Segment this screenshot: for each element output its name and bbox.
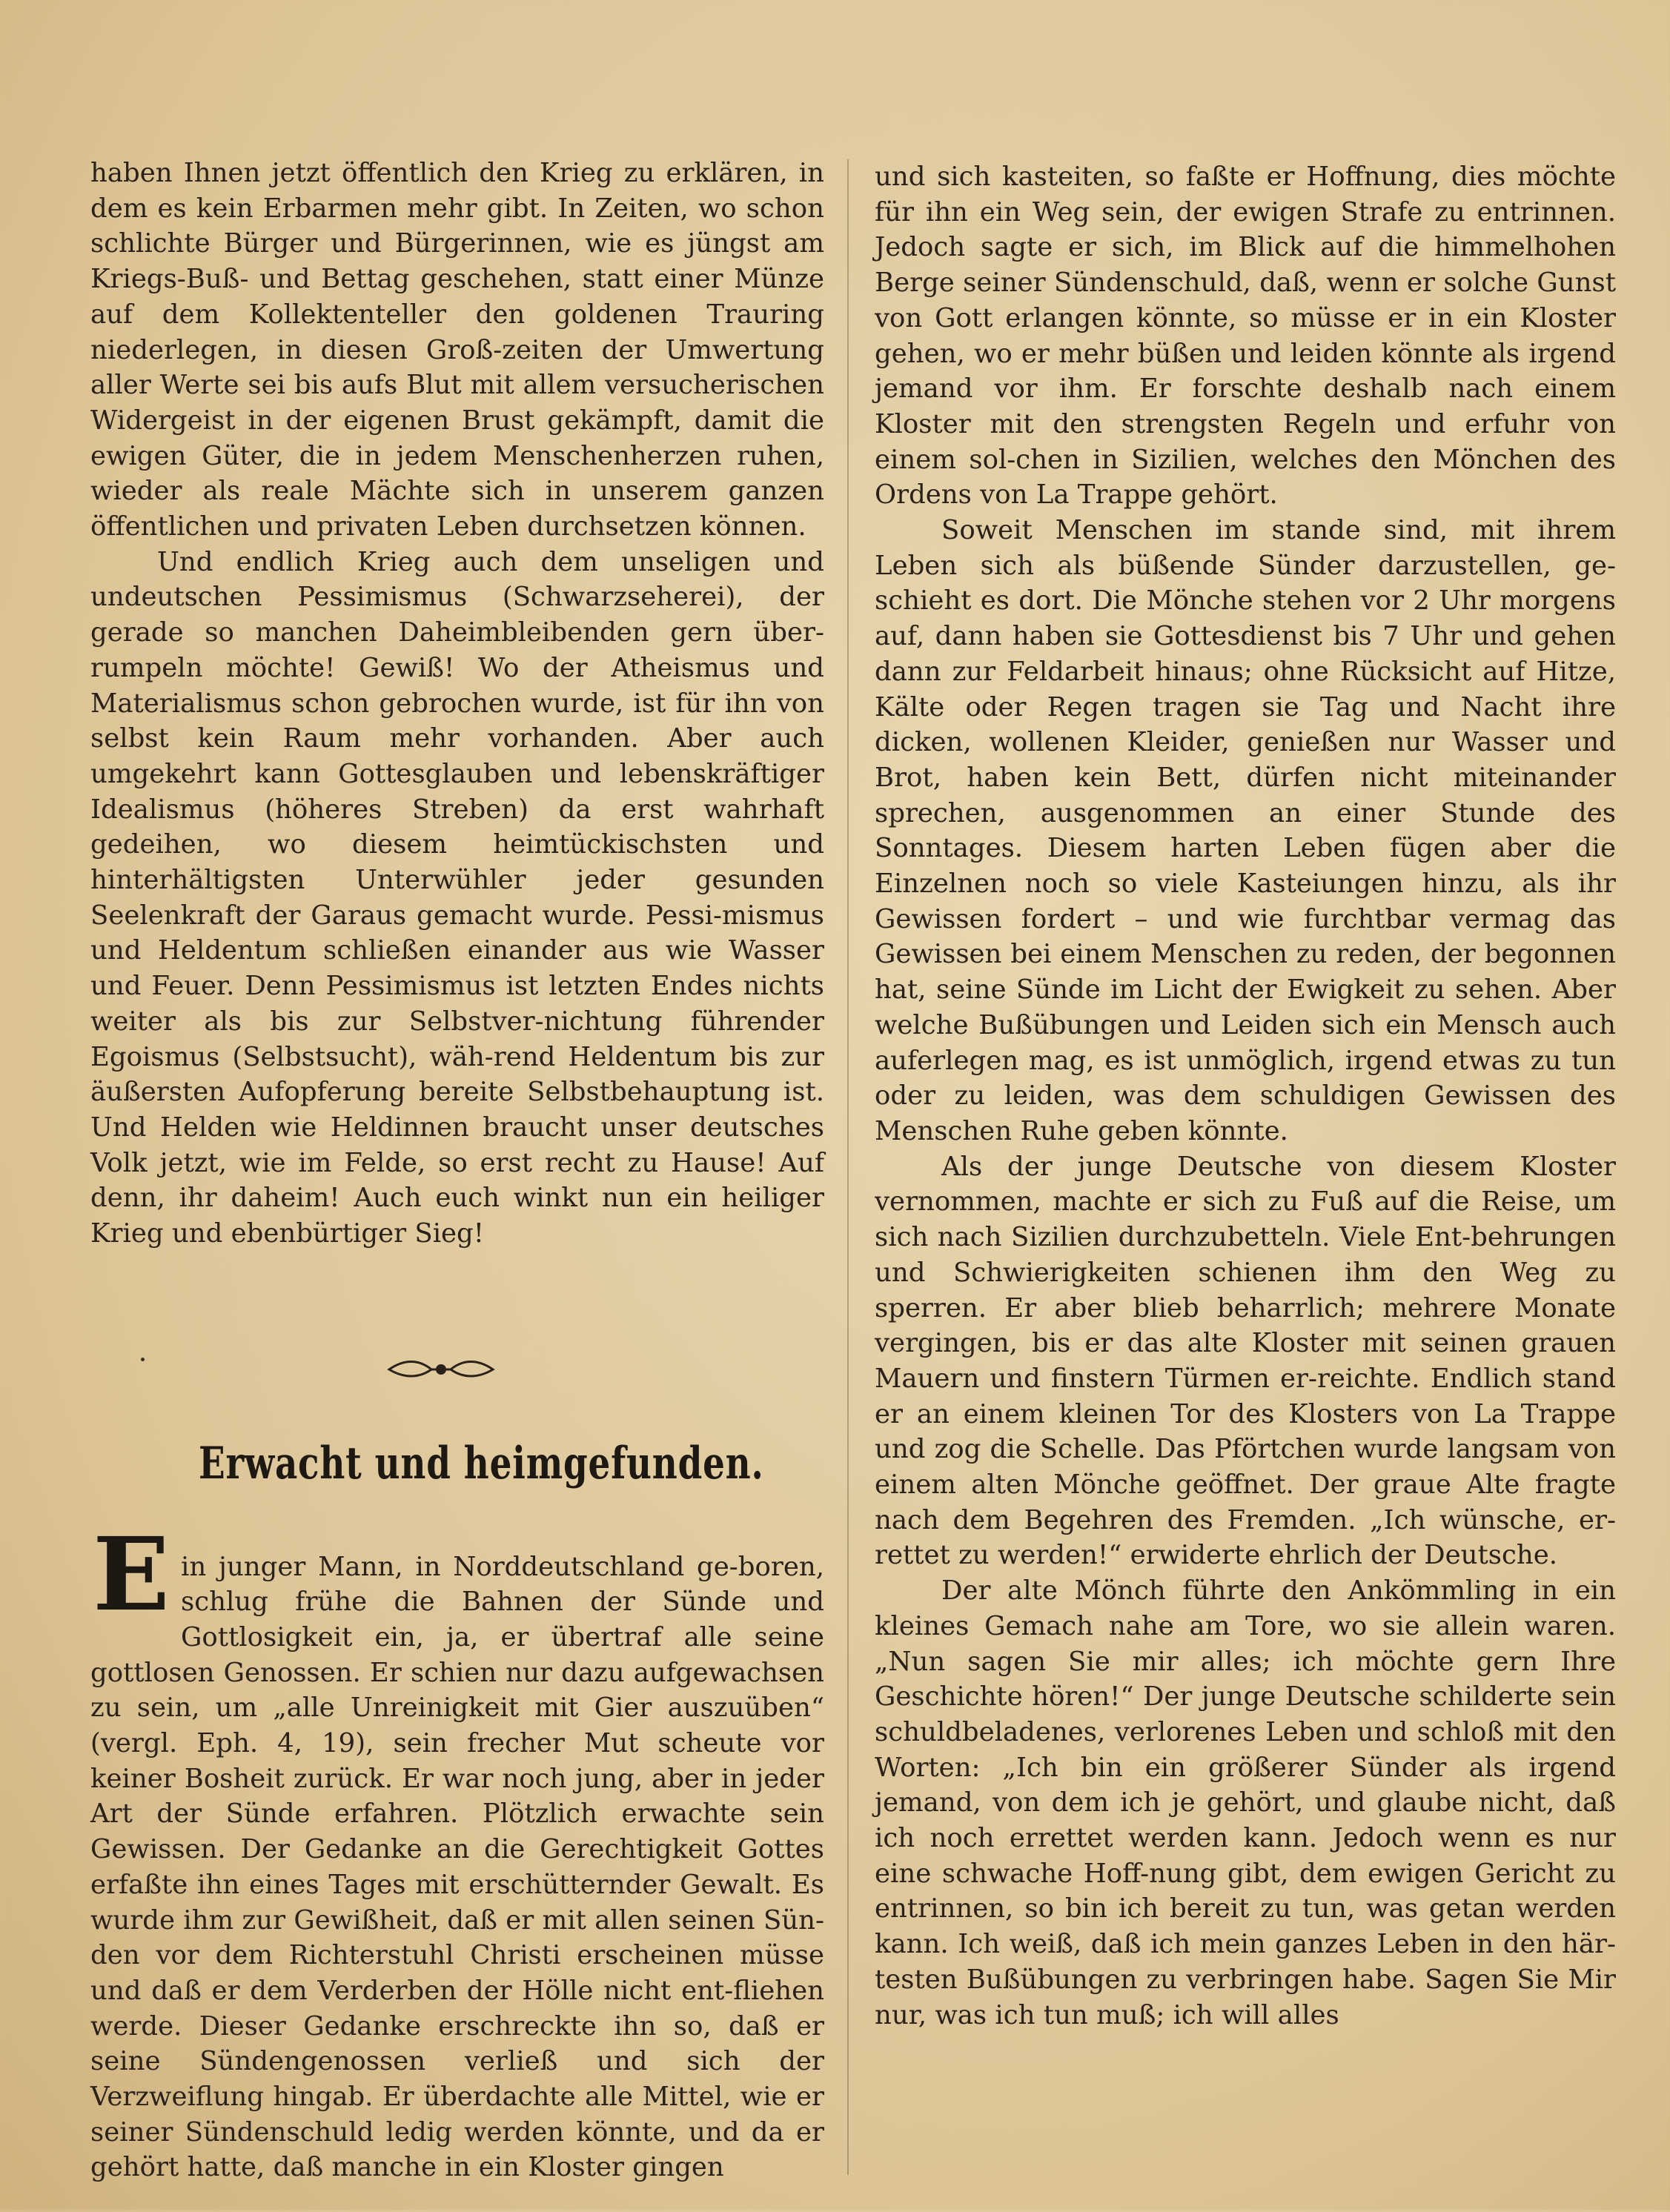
left-column xyxy=(90,156,824,1252)
article-body xyxy=(90,1515,824,2212)
left-paragraph-2: Und endlich Krieg auch dem unseligen und undeutschen Pessimismus (Schwarzseherei), der gerade so manchen Daheimbleibenden gern über-rumpeln möchte! Gewiß! Wo der Atheismus und Materialismus schon gebrochen wurde, ist für ihn von selbst kein Raum mehr vorhanden. Aber auch umgekehrt kann Gottesglauben und lebenskräftiger Idealismus (höheres Streben) da erst wahrhaft gedeihen, wo diesem heimtückischsten und hinterhältigsten Unterwühler jeder gesunden Seelenkraft der Garaus gemacht wurde. Pessi-mismus und Heldentum schließen einander aus wie Wasser und Feuer. Denn Pessimismus ist letzten Endes nichts weiter als bis zur Selbstver-nichtung führender Egoismus (Selbstsucht), wäh-rend Heldentum bis zur äußersten Aufopferung bereite Selbstbehauptung ist. Und Helden wie Heldinnen braucht unser deutsches Volk jetzt, wie im Felde, so erst recht zu Hause! Auf denn, ihr daheim! Auch euch winkt nun ein heiliger Krieg und ebenbürtiger Sieg! xyxy=(90,546,824,1249)
right-paragraph-1: und sich kasteiten, so faßte er Hoffnung, dies möchte für ihn ein Weg sein, der ewigen Strafe zu entrinnen. Jedoch sagte er sich, im Blick auf die himmelhohen Berge seiner Sündenschuld, daß, wenn er solche Gunst von Gott erlangen könnte, so müsse er in ein Kloster gehen, wo er mehr büßen und leiden könnte als irgend jemand vor ihm. Er forschte deshalb nach einem Kloster mit den strengsten Regeln und erfuhr von einem sol-chen in Sizilien, welches den Mönchen des Ordens von La Trappe gehört. xyxy=(875,162,1616,511)
right-column xyxy=(875,159,1616,2033)
right-paragraph-2: Soweit Menschen im stande sind, mit ihrem Leben sich als büßende Sünder darzustellen, ge-schieht es dort. Die Mönche stehen vor 2 Uhr morgens auf, dann haben sie Gottesdienst bis 7 Uhr und gehen dann zur Feldarbeit hinaus; ohne Rücksicht auf Hitze, Kälte oder Regen tragen sie Tag und Nacht ihre dicken, wollenen Kleider, genießen nur Wasser und Brot, haben kein Bett, dürfen nicht miteinander sprechen, ausgenommen an einer Stunde des Sonntages. Diesem harten Leben fügen aber die Einzelnen noch so viele Kasteiungen hinzu, als ihr Gewissen fordert – und wie furchtbar vermag das Gewissen bei einem Menschen zu reden, der begonnen hat, seine Sünde im Licht der Ewigkeit zu sehen. Aber welche Bußübungen und Leiden sich ein Mensch auch auferlegen mag, es ist unmöglich, irgend etwas zu tun oder zu leiden, was dem schuldigen Gewissen des Menschen Ruhe geben könnte. xyxy=(875,515,1616,1146)
column-divider xyxy=(847,159,849,2175)
right-paragraph-4: Der alte Mönch führte den Ankömmling in ein kleines Gemach nahe am Tore, wo sie allein waren. „Nun sagen Sie mir alles; ich möchte gern Ihre Geschichte hören!“ Der junge Deutsche schilderte sein schuldbeladenes, verlorenes Leben und schloß mit den Worten: „Ich bin ein größerer Sünder als irgend jemand, von dem ich je gehört, und glaube nicht, daß ich noch errettet werden kann. Jedoch wenn es nur eine schwache Hoff-nung gibt, dem ewigen Gericht zu entrinnen, so bin ich bereit zu tun, was getan werden kann. Ich weiß, daß ich mein ganzes Leben in den här-testen Bußübungen zu verbringen habe. Sagen Sie Mir nur, was ich tun muß; ich will alles xyxy=(875,1575,1616,2030)
article-title: Erwacht und heimgefunden. xyxy=(199,1438,764,1489)
drop-capital: E xyxy=(93,1515,170,1634)
stray-dot xyxy=(141,1358,145,1361)
left-paragraph-1: haben Ihnen jetzt öffentlich den Krieg zu erklären, in dem es kein Erbarmen mehr gibt. In Zeiten, wo schon schlichte Bürger und Bürgerinnen, wie es jüngst am Kriegs-Buß- und Bettag geschehen, statt einer Münze auf dem Kollektenteller den goldenen Trauring niederlegen, in diesen Groß-zeiten der Umwertung aller Werte sei bis aufs Blut mit allem versucherischen Widergeist in der eigenen Brust gekämpft, damit die ewigen Güter, die in jedem Menschenherzen ruhen, wieder als reale Mächte sich in unserem ganzen öffentlichen und privaten Leben durchsetzen können. xyxy=(90,158,824,542)
right-paragraph-3: Als der junge Deutsche von diesem Kloster vernommen, machte er sich zu Fuß auf die Reise, um sich nach Sizilien durchzubetteln. Viele Ent-behrungen und Schwierigkeiten schienen ihm den Weg zu sperren. Er aber blieb beharrlich; mehrere Monate vergingen, bis er das alte Kloster mit seinen grauen Mauern und finstern Türmen er-reichte. Endlich stand er an einem kleinen Tor des Klosters von La Trappe und zog die Schelle. Das Pförtchen wurde langsam von einem alten Mönche geöffnet. Der graue Alte fragte nach dem Begehren des Fremden. „Ich wünsche, er-rettet zu werden!“ erwiderte ehrlich der Deutsche. xyxy=(875,1151,1616,1571)
article-paragraph-1: in junger Mann, in Norddeutschland ge-boren, schlug frühe die Bahnen der Sünde und Gottlosigkeit ein, ja, er übertraf alle seine gottlosen Genossen. Er schien nur dazu aufgewachsen zu sein, um „alle Unreinigkeit mit Gier auszuüben“ (vergl. Eph. 4, 19), sein frecher Mut scheute vor keiner Bosheit zurück. Er war noch jung, aber in jeder Art der Sünde erfahren. Plötzlich erwachte sein Gewissen. Der Gedanke an die Gerechtigkeit Gottes erfaßte ihn eines Tages mit erschütternder Gewalt. Es wurde ihm zur Gewißheit, daß er mit allen seinen Sün-den vor dem Richterstuhl Christi erscheinen müsse und daß er dem Verderben der Hölle nicht ent-fliehen werde. Dieser Gedanke erschreckte ihn so, daß er seine Sündengenossen verließ und sich der Verzweiflung hingab. Er überdachte alle Mittel, wie er seiner Sündenschuld ledig werden könnte, und da er gehört hatte, daß manche in ein Kloster gingen xyxy=(90,1551,824,2183)
fleuron-ornament-icon xyxy=(385,1356,497,1383)
